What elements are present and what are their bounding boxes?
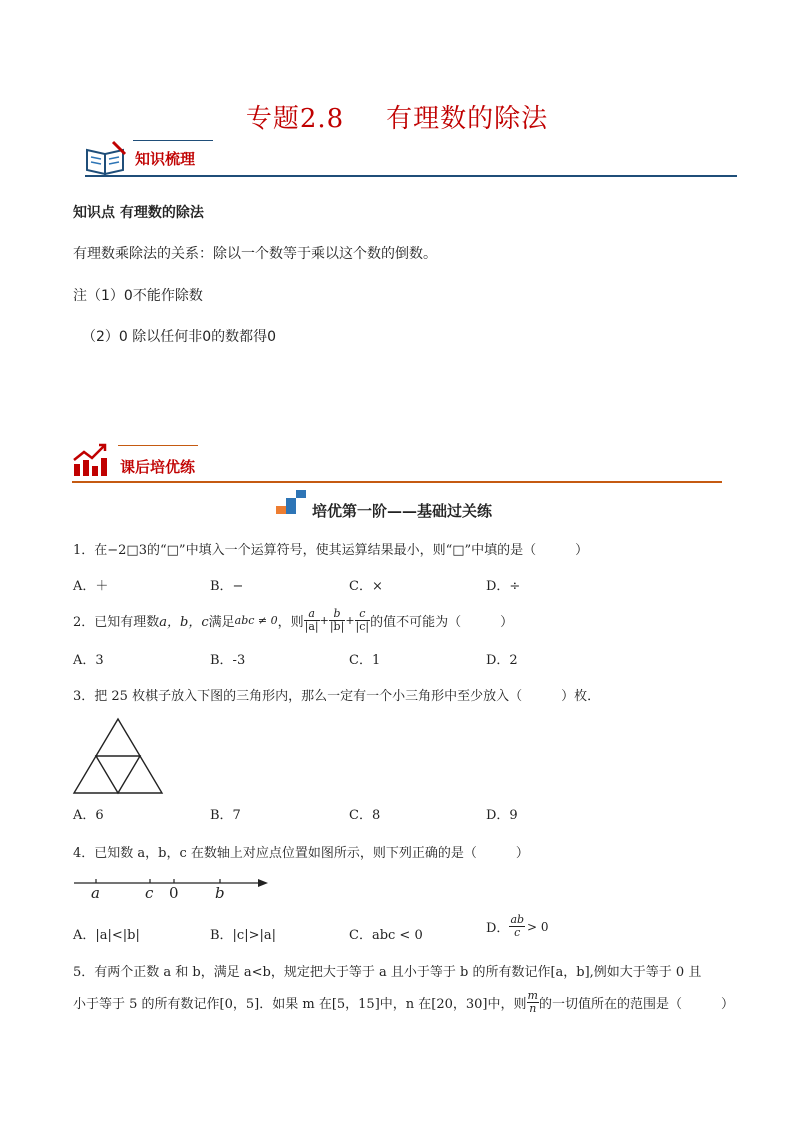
question-2-text: 2．已知有理数 a，b，c 满足 abc ≠ 0 ，则 $\frac{a}{|a|}$ + $\frac{b}{|b|}$ + $\frac{c}{|c|}$ 的值不可能为（ ） bbox=[73, 606, 514, 633]
question-1-option-b: B．− bbox=[210, 579, 244, 594]
question-1-text: 1．在−2□3的“□”中填入一个运算符号，使其运算结果最小，则“□”中填的是（ ） bbox=[73, 543, 589, 558]
question-3-option-a: A．6 bbox=[73, 808, 104, 823]
section-knowledge-rule bbox=[85, 175, 737, 177]
title-left: 专题2.8 bbox=[245, 104, 345, 134]
axis-label-a: a bbox=[91, 884, 100, 902]
steps-icon bbox=[276, 490, 308, 516]
fraction-ab-over-c: $\frac{ab}{c}$ bbox=[510, 913, 525, 939]
fraction-c: $\frac{c}{|c|}$ bbox=[355, 606, 370, 633]
question-3-option-c: C．8 bbox=[349, 808, 381, 823]
growth-chart-icon bbox=[72, 442, 108, 478]
section-practice-header bbox=[72, 440, 732, 484]
knowledge-heading: 知识点 有理数的除法 bbox=[73, 205, 204, 221]
knowledge-relation: 有理数乘除法的关系：除以一个数等于乘以这个数的倒数。 bbox=[73, 246, 437, 262]
fraction-b: $\frac{b}{|b|}$ bbox=[329, 606, 345, 633]
question-2-option-b: B．-3 bbox=[210, 653, 246, 668]
question-4-text: 4．已知数 a，b，c 在数轴上对应点位置如图所示，则下列正确的是（ ） bbox=[73, 846, 529, 861]
question-4-option-c: C．abc < 0 bbox=[349, 928, 423, 943]
question-2-option-c: C．1 bbox=[349, 653, 381, 668]
question-4-option-d: D． $\frac{ab}{c}$ > 0 bbox=[486, 913, 549, 939]
page-title bbox=[0, 98, 794, 135]
question-1-option-a: A．＋ bbox=[73, 579, 109, 594]
axis-label-0: 0 bbox=[169, 884, 179, 902]
title-right: 有理数的除法 bbox=[386, 104, 549, 134]
section-knowledge-label: 知识梳理 bbox=[135, 150, 196, 168]
axis-label-b: b bbox=[215, 884, 225, 902]
book-icon bbox=[85, 140, 129, 176]
question-3-option-d: D．9 bbox=[486, 808, 518, 823]
question-2-option-a: A．3 bbox=[73, 653, 104, 668]
fraction-m-over-n: $\frac{m}{n}$ bbox=[527, 989, 538, 1015]
knowledge-note-2: （2）0 除以任何非0的数都得0 bbox=[82, 329, 277, 345]
question-1-option-c: C．× bbox=[349, 579, 383, 594]
question-3-option-b: B．7 bbox=[210, 808, 241, 823]
section-practice-rule bbox=[72, 481, 722, 483]
section-practice-label: 课后培优练 bbox=[120, 458, 196, 476]
knowledge-note-1: 注（1）0不能作除数 bbox=[73, 288, 203, 304]
triangle-figure bbox=[72, 717, 164, 795]
question-5-line-1: 5．有两个正数 a 和 b，满足 a<b，规定把大于等于 a 且小于等于 b 的所有数记作[a，b],例如大于等于 0 且 bbox=[73, 965, 702, 980]
question-5-line-2: 小于等于 5 的所有数记作[0，5]．如果 m 在[5，15]中，n 在[20，30]中，则 $\frac{m}{n}$ 的一切值所在的范围是（ ） bbox=[73, 989, 734, 1015]
question-2-option-d: D．2 bbox=[486, 653, 518, 668]
subsection-label: 培优第一阶——基础过关练 bbox=[312, 502, 493, 520]
question-4-option-b: B．|c|>|a| bbox=[210, 928, 276, 943]
question-1-option-d: D．÷ bbox=[486, 579, 521, 594]
question-3-text: 3．把 25 枚棋子放入下图的三角形内，那么一定有一个小三角形中至少放入（ ）枚． bbox=[73, 689, 601, 704]
question-4-option-a: A．|a|<|b| bbox=[73, 928, 140, 943]
axis-label-c: c bbox=[145, 884, 154, 902]
fraction-a: $\frac{a}{|a|}$ bbox=[304, 606, 319, 633]
